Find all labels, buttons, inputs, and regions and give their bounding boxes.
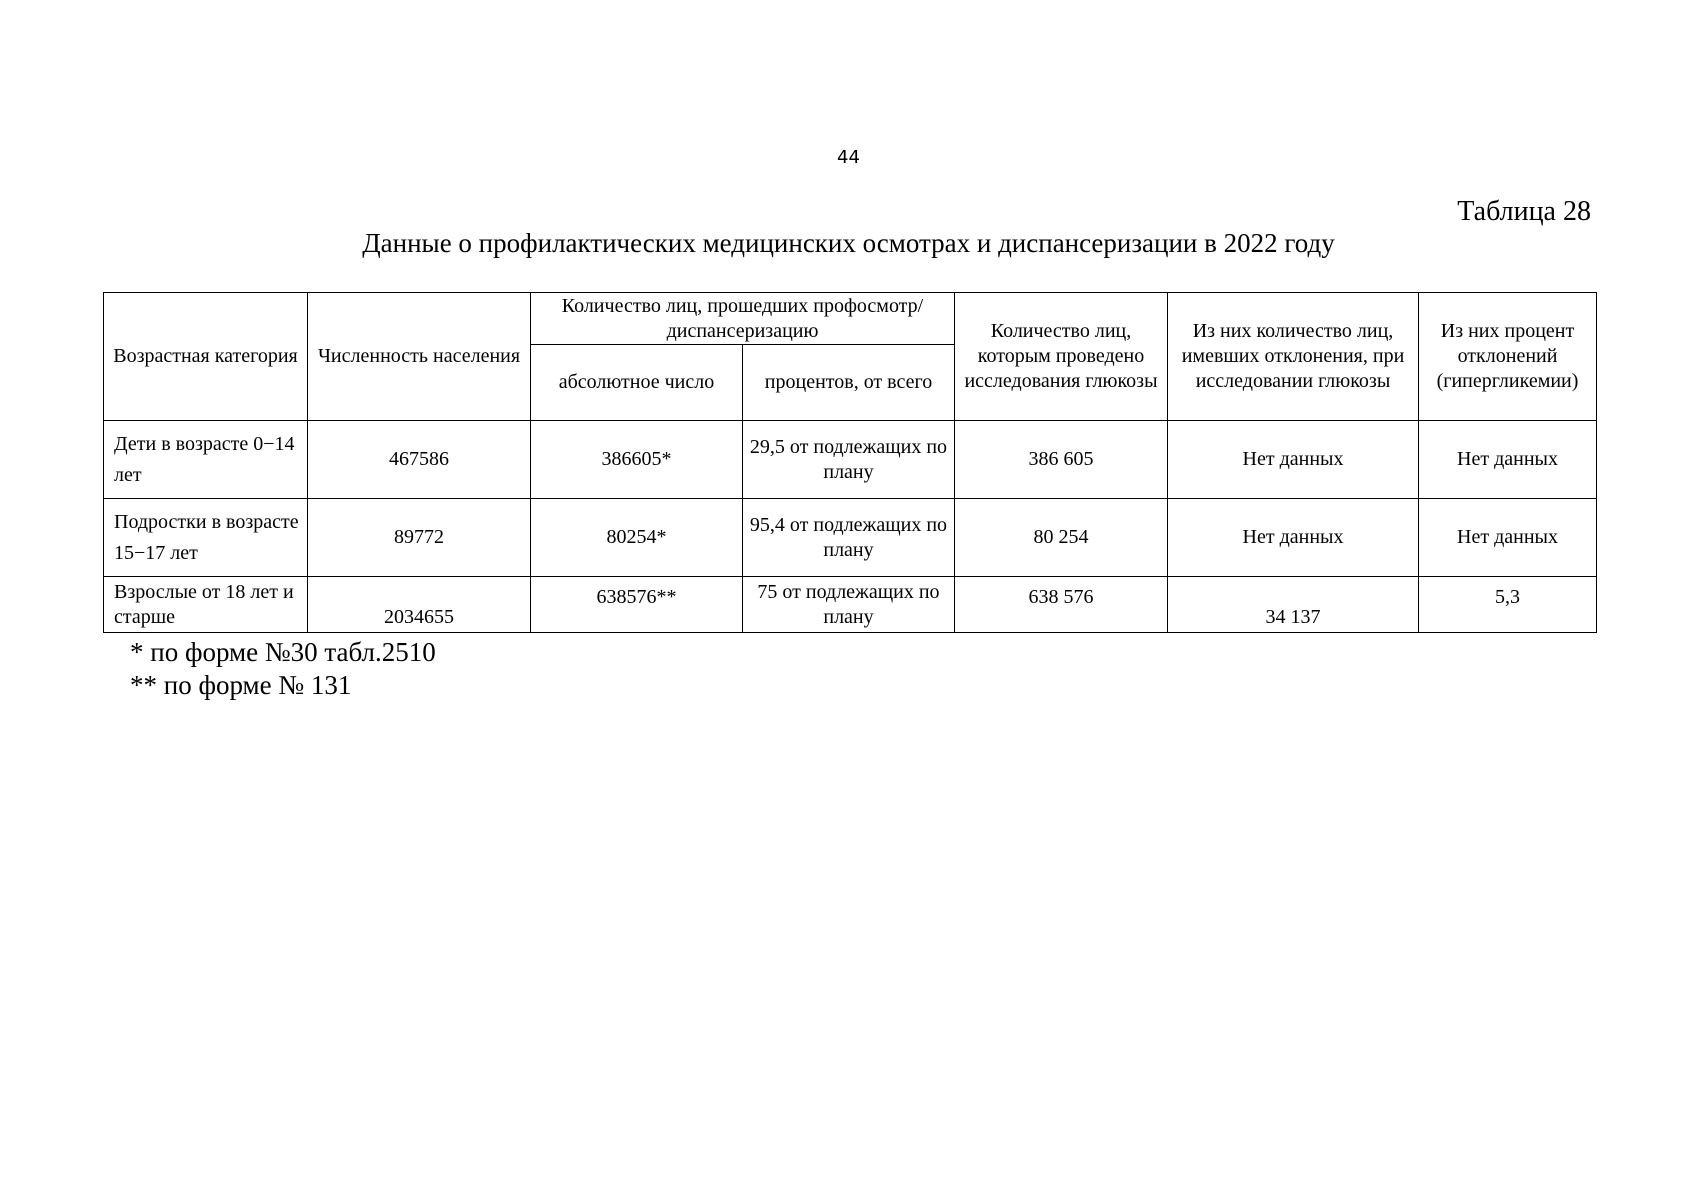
header-deviations-percent: Из них процент отклонений (гипергликемии) bbox=[1419, 293, 1597, 421]
row-glucose-tested: 80 254 bbox=[955, 499, 1168, 577]
row-population: 2034655 bbox=[308, 577, 531, 633]
row-examined-absolute: 80254* bbox=[531, 499, 743, 577]
row-deviations-count: Нет данных bbox=[1168, 499, 1419, 577]
table-row bbox=[104, 577, 1597, 633]
header-glucose-tested: Количество лиц, которым проведено исследования глюкозы bbox=[955, 293, 1168, 421]
page-number: 44 bbox=[837, 147, 860, 168]
row-deviations-percent: 5,3 bbox=[1419, 577, 1597, 633]
header-examined-percent: процентов, от всего bbox=[743, 345, 955, 421]
footnotes bbox=[130, 636, 436, 702]
header-examined-group: Количество лиц, прошедших профосмотр/диспансеризацию bbox=[531, 293, 955, 345]
table-label: Таблица 28 bbox=[1457, 196, 1591, 227]
header-examined-absolute: абсолютное число bbox=[531, 345, 743, 421]
footnote: * по форме №30 табл.2510 bbox=[130, 637, 436, 667]
row-examined-percent: 29,5 от подлежащих по плану bbox=[743, 421, 955, 499]
row-glucose-tested: 638 576 bbox=[955, 577, 1168, 633]
header-row bbox=[104, 293, 1597, 345]
row-glucose-tested: 386 605 bbox=[955, 421, 1168, 499]
row-age-category: Дети в возрасте 0−14 лет bbox=[104, 421, 308, 499]
header-age-category: Возрастная категория bbox=[104, 293, 308, 421]
row-age-category: Взрослые от 18 лет и старше bbox=[104, 577, 308, 633]
row-examined-absolute: 638576** bbox=[531, 577, 743, 633]
footnote: ** по форме № 131 bbox=[130, 670, 352, 700]
data-table bbox=[103, 292, 1597, 633]
row-examined-percent: 95,4 от подлежащих по плану bbox=[743, 499, 955, 577]
row-deviations-percent: Нет данных bbox=[1419, 499, 1597, 577]
row-population: 89772 bbox=[308, 499, 531, 577]
table-title: Данные о профилактических медицинских осмотрах и диспансеризации в 2022 году bbox=[362, 228, 1335, 258]
row-deviations-percent: Нет данных bbox=[1419, 421, 1597, 499]
table-row bbox=[104, 499, 1597, 577]
row-deviations-count: 34 137 bbox=[1168, 577, 1419, 633]
header-population: Численность населения bbox=[308, 293, 531, 421]
row-examined-absolute: 386605* bbox=[531, 421, 743, 499]
header-deviations-count: Из них количество лиц, имевших отклонения, при исследовании глюкозы bbox=[1168, 293, 1419, 421]
table-row bbox=[104, 421, 1597, 499]
row-deviations-count: Нет данных bbox=[1168, 421, 1419, 499]
row-population: 467586 bbox=[308, 421, 531, 499]
row-examined-percent: 75 от подлежащих по плану bbox=[743, 577, 955, 633]
row-age-category: Подростки в возрасте 15−17 лет bbox=[104, 499, 308, 577]
